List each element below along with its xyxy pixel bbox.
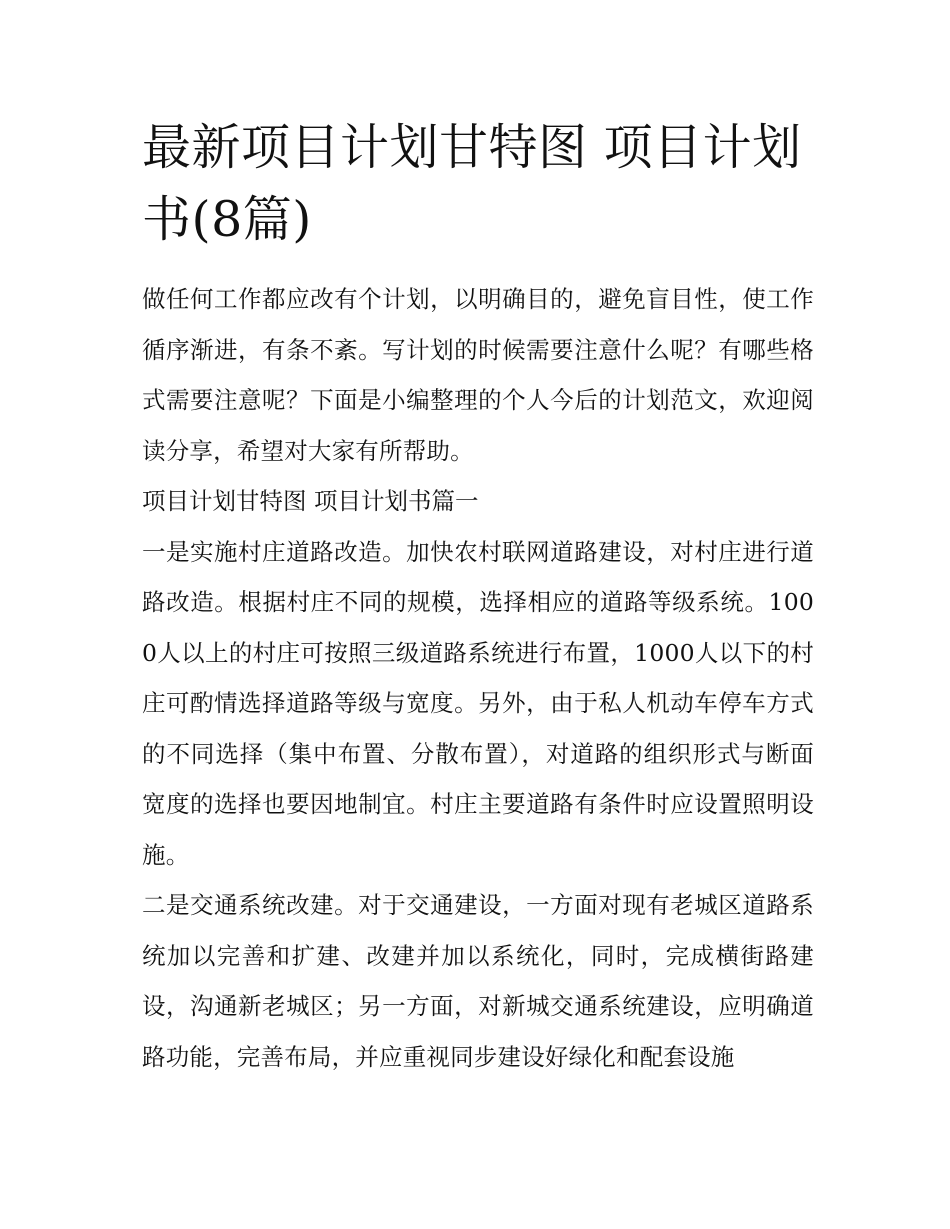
document-title: 最新项目计划甘特图 项目计划书(8篇): [142, 119, 802, 248]
document-page: [142, 112, 814, 1082]
body-paragraph-1: 一是实施村庄道路改造。加快农村联网道路建设，对村庄进行道路改造。根据村庄不同的规模，选择相应的道路等级系统。1000人以上的村庄可按照三级道路系统进行布置，1000人以下的村庄可酌情选择道路等级与宽度。另外，由于私人机动车停车方式的不同选择（集中布置、分散布置），对道路的组织形式与断面宽度的选择也要因地制宜。村庄主要道路有条件时应设置照明设施。: [142, 537, 814, 869]
body-paragraph-2: 二是交通系统改建。对于交通建设，一方面对现有老城区道路系统加以完善和扩建、改建并加以系统化，同时，完成横街路建设，沟通新老城区；另一方面，对新城交通系统建设，应明确道路功能，完善布局，并应重视同步建设好绿化和配套设施: [142, 891, 814, 1071]
intro-paragraph: 做任何工作都应改有个计划，以明确目的，避免盲目性，使工作循序渐进，有条不紊。写计划的时候需要注意什么呢？有哪些格式需要注意呢？下面是小编整理的个人今后的计划范文，欢迎阅读分享，希望对大家有所帮助。: [142, 285, 814, 465]
section-heading: 项目计划甘特图 项目计划书篇一: [142, 487, 479, 515]
